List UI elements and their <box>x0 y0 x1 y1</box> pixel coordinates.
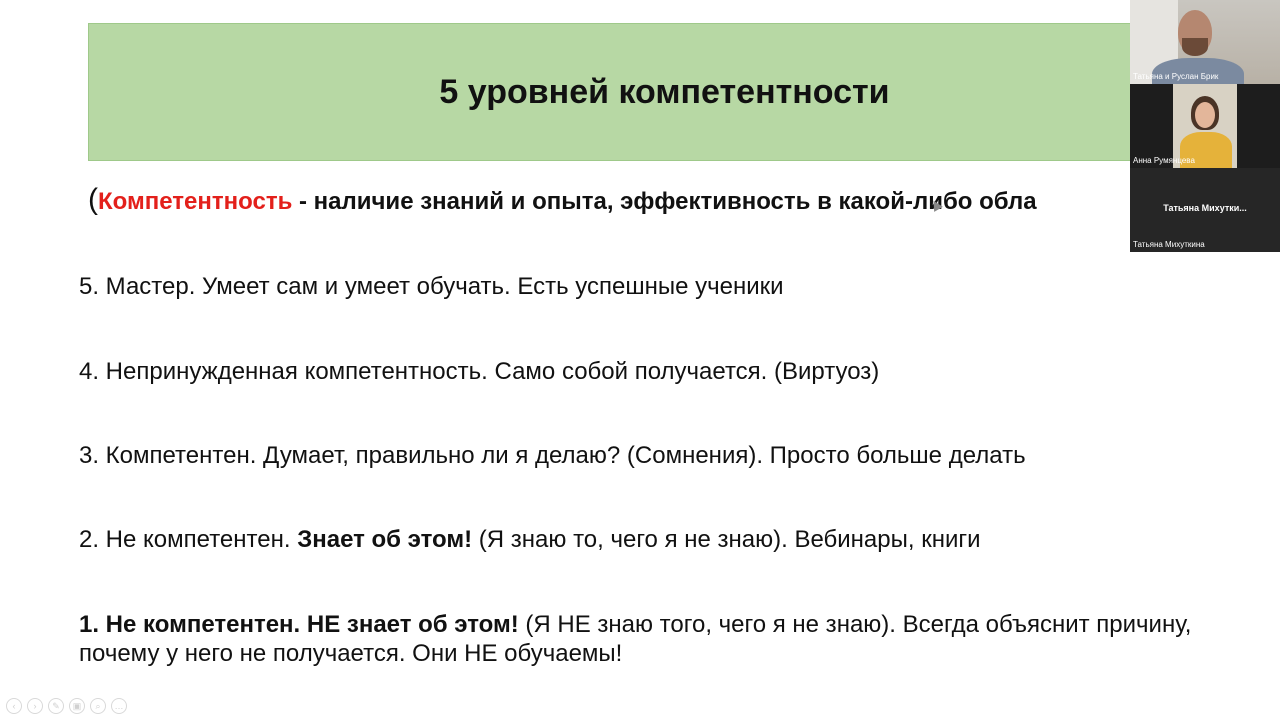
level-5-text: 5. Мастер. Умеет сам и умеет обучать. Есть успешные ученики <box>79 273 784 300</box>
participant-tile[interactable] <box>1130 84 1280 168</box>
level-1-bold: 1. Не компетентен. НЕ знает об этом! <box>79 611 519 638</box>
level-2 <box>79 525 981 554</box>
definition-text: - наличие знаний и опыта, эффективность в какой-либо обла <box>292 188 1037 215</box>
participant-name: Татьяна Михуткина <box>1133 240 1205 249</box>
participant-name: Татьяна и Руслан Брик <box>1133 72 1219 81</box>
more-icon[interactable]: … <box>111 698 127 714</box>
level-4 <box>79 357 879 386</box>
slides-icon[interactable]: ▣ <box>69 698 85 714</box>
participant-video-face <box>1195 102 1215 128</box>
slide-title: 5 уровней компетентности <box>439 73 890 111</box>
presenter-toolbar <box>6 698 127 718</box>
level-3-text: 3. Компетентен. Думает, правильно ли я делаю? (Сомнения). Просто больше делать <box>79 442 1026 469</box>
participant-panel <box>1130 0 1280 252</box>
level-2-text-end: (Я знаю то, чего я не знаю). Вебинары, книги <box>472 526 981 553</box>
definition-open-paren: ( <box>88 183 98 216</box>
level-3 <box>79 441 1026 470</box>
level-1 <box>79 610 1219 668</box>
participant-tile[interactable] <box>1130 0 1280 84</box>
participant-name: Анна Румянцева <box>1133 156 1195 165</box>
level-4-text: 4. Непринужденная компетентность. Само собой получается. (Виртуоз) <box>79 358 880 385</box>
level-1-text: (Я НЕ знаю того, чего я не знаю). Всегда объяснит причину, почему у него не получается. Они НЕ обучаемы! <box>79 611 1192 667</box>
level-5 <box>79 272 784 301</box>
competence-definition <box>88 182 1130 220</box>
level-2-text-start: 2. Не компетентен. <box>79 526 298 553</box>
participant-tile[interactable] <box>1130 168 1280 252</box>
participant-placeholder-name: Татьяна Михутки... <box>1163 203 1247 213</box>
next-icon[interactable]: › <box>27 698 43 714</box>
level-2-bold: Знает об этом! <box>297 526 473 553</box>
definition-term: Компетентность <box>98 188 293 215</box>
zoom-icon[interactable]: ⌕ <box>90 698 106 714</box>
participant-video-beard <box>1182 38 1208 56</box>
prev-icon[interactable]: ‹ <box>6 698 22 714</box>
pen-icon[interactable]: ✎ <box>48 698 64 714</box>
